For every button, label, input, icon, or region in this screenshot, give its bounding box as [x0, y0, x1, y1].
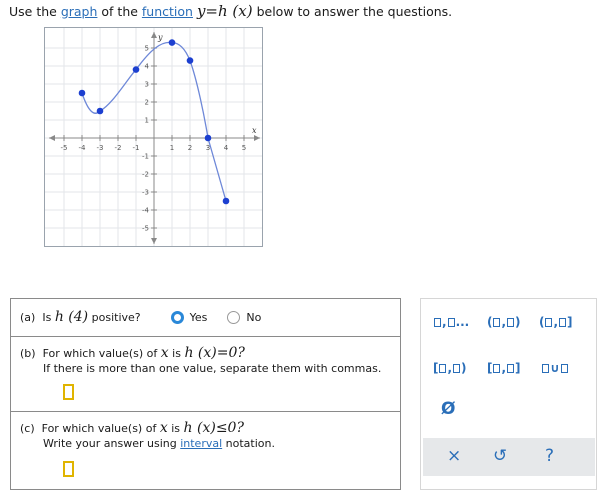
answer-input-b[interactable]	[63, 384, 74, 400]
qc-hint-text: Write your answer using	[43, 437, 181, 450]
graph-point	[97, 108, 104, 115]
y-tick-label: -1	[142, 152, 149, 161]
graph-link[interactable]: graph	[60, 4, 98, 19]
graph-point	[133, 66, 140, 73]
graph-point	[223, 198, 230, 205]
x-tick-label: -1	[132, 144, 140, 152]
qc-variable: x	[159, 420, 168, 436]
instructions	[9, 2, 452, 20]
x-tick-label: -5	[60, 144, 68, 152]
qa-text: Is	[42, 310, 52, 324]
graph-point	[205, 135, 212, 142]
y-tick-label: -4	[142, 206, 149, 215]
y-axis-label: y	[158, 33, 163, 42]
interval-link[interactable]: interval	[180, 437, 223, 450]
qb-variable: x	[160, 345, 169, 361]
empty-set-button[interactable]: Ø	[441, 399, 456, 419]
x-tick-label: 3	[205, 144, 211, 152]
undo-icon[interactable]: ↺	[493, 446, 508, 466]
function-link[interactable]: function	[141, 4, 193, 19]
graph-point	[187, 57, 194, 64]
y-axis-arrow	[151, 32, 157, 38]
y-tick-label: 2	[144, 98, 149, 107]
x-axis-label: x	[252, 126, 257, 135]
graph-point	[169, 39, 176, 46]
y-tick-label: 3	[144, 80, 149, 89]
x-axis-arrow-left	[49, 135, 55, 141]
question-b	[10, 336, 401, 411]
palette-toolbar	[423, 438, 595, 476]
y-tick-label: -3	[142, 188, 149, 197]
radio-no[interactable]	[227, 311, 261, 324]
intro-text-3: below to answer the questions.	[252, 4, 453, 19]
qc-text-2: is	[171, 421, 181, 435]
y-tick-label: -2	[142, 170, 149, 179]
math-palette	[420, 298, 597, 490]
qb-text: For which value(s) of	[42, 346, 158, 360]
x-tick-label: -4	[78, 144, 86, 152]
x-axis-arrow	[254, 135, 260, 141]
radio-yes[interactable]	[171, 311, 208, 324]
y-axis-arrow-down	[151, 238, 157, 244]
clear-icon[interactable]: ×	[447, 446, 462, 466]
x-tick-label: 5	[241, 144, 247, 152]
qb-text-2: is	[172, 346, 181, 360]
answer-input-c[interactable]	[63, 461, 74, 477]
radio-no-dot[interactable]	[227, 311, 240, 324]
radio-yes-dot[interactable]	[171, 311, 184, 324]
x-tick-label: -3	[96, 144, 104, 152]
x-tick-label: 2	[187, 144, 193, 152]
union-button[interactable]	[541, 361, 569, 375]
y-tick-label: 5	[144, 44, 149, 53]
qc-label: (c)	[20, 421, 35, 435]
x-tick-label: -2	[114, 144, 122, 152]
y-tick-label: 1	[144, 116, 149, 125]
function-graph	[44, 27, 263, 247]
closed-interval-button[interactable]: [ , ]	[487, 361, 521, 375]
qb-expression: h (x)=0?	[184, 345, 245, 361]
graph-svg	[45, 28, 263, 247]
y-tick-label: -5	[142, 224, 149, 233]
qc-hint	[43, 437, 275, 450]
qa-expression: h (4)	[54, 309, 89, 325]
open-closed-interval-button[interactable]: ( , ]	[539, 315, 573, 329]
x-tick-label: 4	[223, 144, 229, 152]
help-icon[interactable]: ?	[545, 446, 555, 466]
qb-label: (b)	[20, 346, 36, 360]
intro-text: Use the	[9, 4, 61, 19]
qa-label: (a)	[20, 310, 36, 324]
qa-text-2: positive?	[91, 310, 141, 324]
list-button[interactable]: , ...	[433, 315, 469, 329]
ellipsis-text: ...	[455, 315, 470, 329]
radio-no-label: No	[246, 310, 262, 324]
union-symbol: ∪	[550, 361, 560, 375]
question-a	[10, 298, 401, 336]
closed-open-interval-button[interactable]: [ , )	[433, 361, 467, 375]
open-interval-button[interactable]: ( , )	[487, 315, 521, 329]
question-c	[10, 411, 401, 490]
y-tick-label: 4	[144, 62, 149, 71]
qb-hint: If there is more than one value, separate them with commas.	[43, 362, 382, 375]
x-tick-label: 1	[169, 144, 175, 152]
qc-text: For which value(s) of	[41, 421, 157, 435]
qc-hint-text-2: notation.	[222, 437, 275, 450]
radio-yes-label: Yes	[189, 310, 208, 324]
intro-text-2: of the	[97, 4, 142, 19]
function-expression: y=h (x)	[196, 2, 253, 20]
graph-point	[79, 90, 86, 97]
qc-expression: h (x)≤0?	[183, 420, 244, 436]
